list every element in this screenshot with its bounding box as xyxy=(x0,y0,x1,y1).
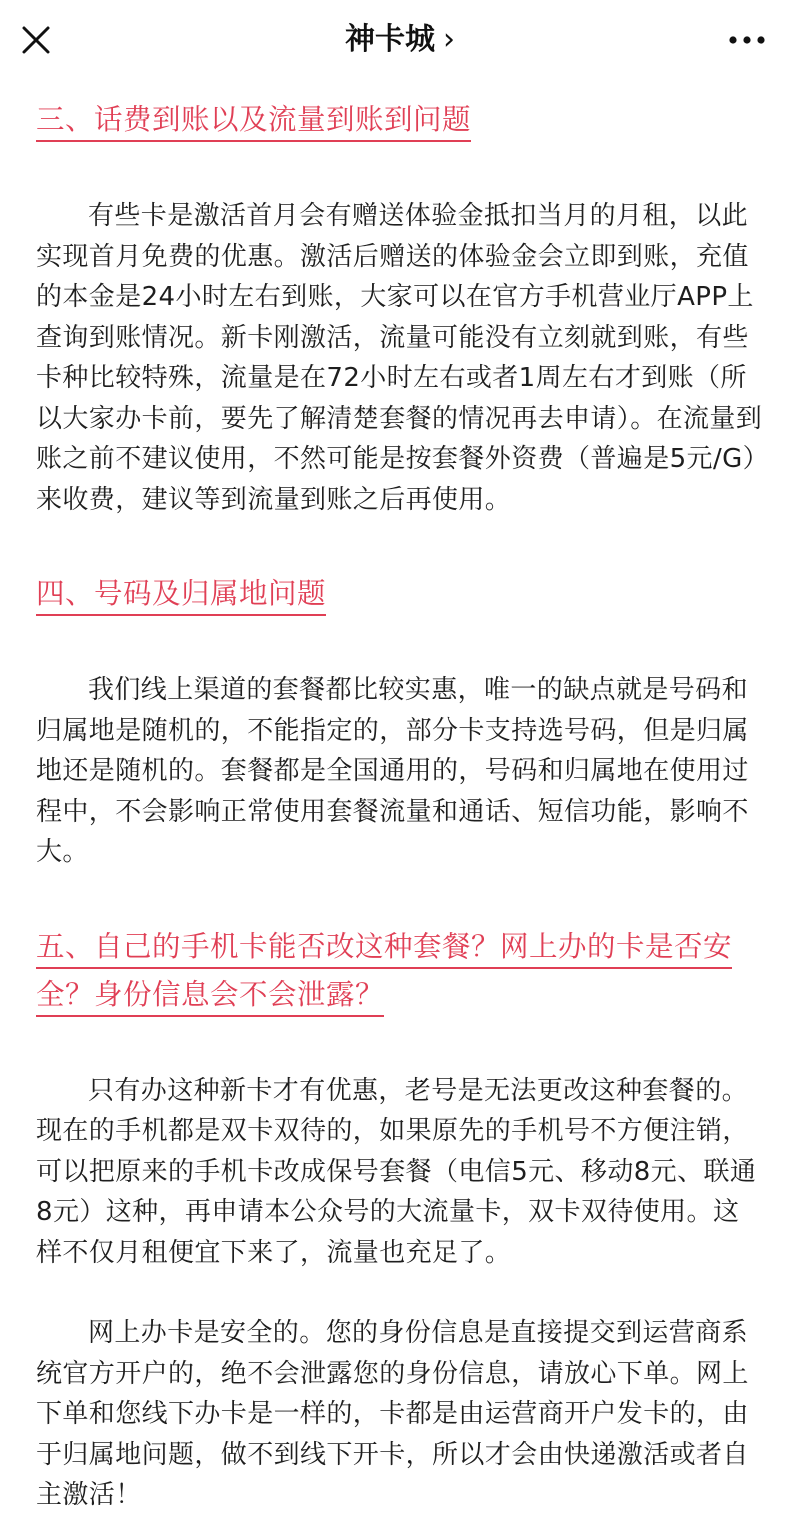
page-title: 神卡城 xyxy=(345,22,435,57)
chevron-right-icon: › xyxy=(443,22,455,57)
section-heading-text: 四、号码及归属地问题 xyxy=(36,577,326,616)
section-heading-text: 五、自己的手机卡能否改这种套餐？网上办的卡是否安全？身份信息会不会泄露？ xyxy=(36,930,732,1017)
section-heading-text: 三、话费到账以及流量到账到问题 xyxy=(36,103,471,142)
account-title-link[interactable] xyxy=(0,18,800,62)
paragraph: 我们线上渠道的套餐都比较实惠，唯一的缺点就是号码和归属地是随机的，不能指定的，部分卡支持选号码，但是归属地还是随机的。套餐都是全国通用的，号码和归属地在使用过程中，不会影响正常使用套餐流量和通话、短信功能，影响不大。 xyxy=(36,675,749,867)
article-body xyxy=(36,86,764,1516)
section-heading xyxy=(36,925,764,1021)
paragraph: 只有办这种新卡才有优惠，老号是无法更改这种套餐的。现在的手机都是双卡双待的，如果原先的手机号不方便注销，可以把原来的手机卡改成保号套餐（电信5元、移动8元、联通8元）这种，再申请本公众号的大流量卡，双卡双待使用。这样不仅月租便宜下来了，流量也充足了。 xyxy=(36,1075,757,1268)
more-icon xyxy=(727,35,767,45)
top-nav-bar xyxy=(0,0,800,80)
section-heading xyxy=(36,98,764,146)
section-heading xyxy=(36,572,764,620)
paragraph: 网上办卡是安全的。您的身份信息是直接提交到运营商系统官方开户的，绝不会泄露您的身份信息，请放心下单。网上下单和您线下办卡是一样的，卡都是由运营商开户发卡的，由于归属地问题，做不到线下开卡，所以才会由快递激活或者自主激活！ xyxy=(36,1318,749,1510)
paragraph: 有些卡是激活首月会有赠送体验金抵扣当月的月租，以此实现首月免费的优惠。激活后赠送的体验金会立即到账，充值的本金是24小时左右到账，大家可以在官方手机营业厅APP上查询到账情况。新卡刚激活，流量可能没有立刻就到账，有些卡种比较特殊，流量是在72小时左右或者1周左右才到账（所以大家办卡前，要先了解清楚套餐的情况再去申请）。在流量到账之前不建议使用，不然可能是按套餐外资费（普遍是5元/G）来收费，建议等到流量到账之后再使用。 xyxy=(36,201,763,515)
more-button[interactable] xyxy=(722,22,772,58)
